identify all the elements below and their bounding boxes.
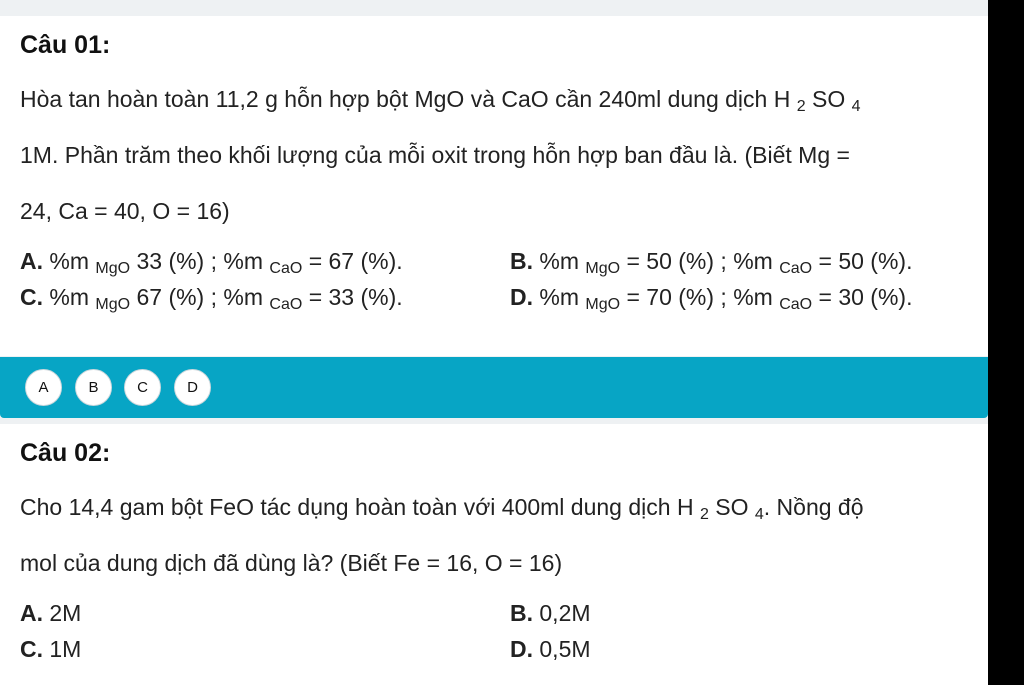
answer-button-a[interactable]: A [25, 369, 62, 406]
option-b: B. %m $_{MgO}$ = 50 (%) ; %m $_{CaO}$ = 50 (%). [510, 248, 913, 277]
option-c: C. 1M [20, 636, 82, 662]
question-card-2 [0, 424, 988, 685]
option-b: B. 0,2M [510, 600, 591, 626]
option-a: A. 2M [20, 600, 82, 626]
option-d: D. 0,5M [510, 636, 591, 662]
answer-button-d[interactable]: D [174, 369, 211, 406]
answer-button-c[interactable]: C [124, 369, 161, 406]
question-text-line: mol của dung dịch đã dùng là? (Biết Fe = 16, O = 16) [20, 550, 563, 576]
question-text-line: Cho 14,4 gam bột FeO tác dụng hoàn toàn với 400ml dung dịch H $_2$ SO $_4$. Nồng độ [20, 494, 864, 523]
question-title: Câu 01: [20, 31, 111, 59]
option-c: C. %m $_{MgO}$ 67 (%) ; %m $_{CaO}$ = 33 (%). [20, 284, 403, 313]
answer-bar [0, 357, 988, 418]
answer-button-b[interactable]: B [75, 369, 112, 406]
question-text-line: Hòa tan hoàn toàn 11,2 g hỗn hợp bột MgO và CaO cần 240ml dung dịch H $_2$ SO $_4$ [20, 86, 861, 115]
screen-edge [988, 0, 1024, 685]
option-a: A. %m $_{MgO}$ 33 (%) ; %m $_{CaO}$ = 67 (%). [20, 248, 403, 277]
question-title: Câu 02: [20, 439, 111, 467]
option-d: D. %m $_{MgO}$ = 70 (%) ; %m $_{CaO}$ = 30 (%). [510, 284, 913, 313]
question-card-1 [0, 16, 988, 356]
question-text-line: 24, Ca = 40, O = 16) [20, 198, 230, 224]
question-text-line: 1M. Phần trăm theo khối lượng của mỗi oxit trong hỗn hợp ban đầu là. (Biết Mg = [20, 142, 850, 168]
